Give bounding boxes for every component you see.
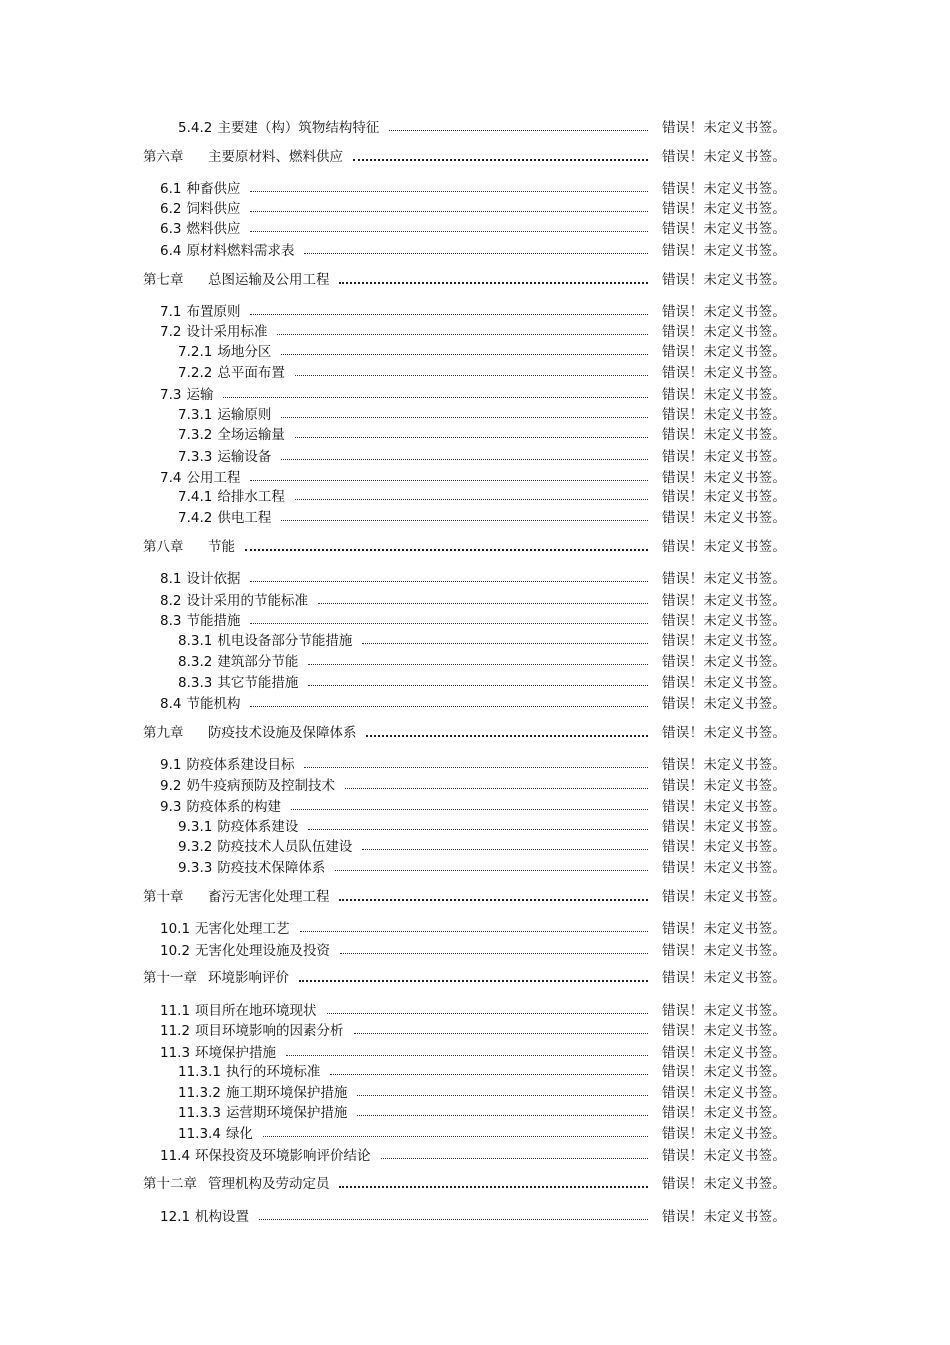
toc-title: 设计依据 — [186, 571, 241, 587]
dot-leader — [362, 845, 648, 850]
dot-leader — [308, 825, 648, 830]
toc-page-reference: 错误！未定义书签。 — [662, 571, 787, 587]
toc-number: 8.3 — [160, 613, 182, 629]
toc-title: 机电设备部分节能措施 — [217, 633, 353, 649]
toc-number: 第九章 — [143, 725, 184, 741]
toc-section-entry[interactable] — [0, 425, 950, 445]
toc-section-entry[interactable] — [0, 1124, 950, 1144]
toc-section-entry[interactable] — [0, 837, 950, 857]
toc-number: 8.4 — [160, 696, 182, 712]
toc-section-entry[interactable] — [0, 405, 950, 425]
dot-leader — [335, 866, 648, 871]
toc-title: 环境影响评价 — [208, 970, 289, 986]
toc-title: 运输 — [186, 387, 214, 403]
dot-leader — [381, 1154, 648, 1159]
toc-page-reference: 错误！未定义书签。 — [662, 778, 787, 794]
toc-number: 第十一章 — [143, 970, 197, 986]
toc-section-entry[interactable] — [0, 673, 950, 693]
toc-title: 设计采用标准 — [186, 324, 268, 340]
toc-title: 无害化处理工艺 — [195, 921, 290, 937]
toc-page-reference: 错误！未定义书签。 — [662, 324, 787, 340]
toc-section-entry[interactable] — [0, 694, 950, 714]
dot-leader — [304, 249, 648, 254]
dot-leader — [340, 949, 648, 954]
dot-leader — [299, 976, 648, 982]
toc-page-reference: 错误！未定义书签。 — [662, 344, 787, 360]
toc-number: 9.3.3 — [178, 860, 213, 876]
toc-chapter-entry[interactable] — [0, 887, 950, 907]
toc-number: 11.1 — [160, 1003, 191, 1019]
toc-number: 8.2 — [160, 593, 182, 609]
toc-title: 机构设置 — [195, 1209, 250, 1225]
toc-number: 9.1 — [160, 757, 182, 773]
toc-title: 公用工程 — [186, 470, 241, 486]
toc-number: 11.3.2 — [178, 1085, 221, 1101]
toc-page-reference: 错误！未定义书签。 — [662, 387, 787, 403]
toc-title: 布置原则 — [186, 304, 241, 320]
dot-leader — [250, 310, 648, 315]
dot-leader — [318, 599, 648, 604]
dot-leader — [263, 1132, 648, 1137]
toc-section-entry[interactable] — [0, 631, 950, 651]
toc-title: 种畜供应 — [186, 181, 241, 197]
toc-number: 7.3.1 — [178, 407, 213, 423]
toc-chapter-entry[interactable] — [0, 968, 950, 988]
toc-number: 第七章 — [143, 272, 184, 288]
toc-number: 11.2 — [160, 1023, 191, 1039]
toc-section-entry[interactable] — [0, 1083, 950, 1103]
toc-title: 燃料供应 — [186, 221, 241, 237]
toc-page-reference: 错误！未定义书签。 — [662, 1085, 787, 1101]
toc-page-reference: 错误！未定义书签。 — [662, 365, 787, 381]
toc-section-entry[interactable] — [0, 199, 950, 219]
toc-section-entry[interactable] — [0, 755, 950, 775]
toc-section-entry[interactable] — [0, 118, 950, 138]
toc-title: 防疫体系建设目标 — [186, 757, 295, 773]
toc-page-reference: 错误！未定义书签。 — [662, 943, 787, 959]
toc-page-reference: 错误！未定义书签。 — [662, 272, 787, 288]
toc-number: 7.2.2 — [178, 365, 213, 381]
toc-number: 9.3.1 — [178, 819, 213, 835]
dot-leader — [250, 619, 648, 624]
toc-number: 11.3.1 — [178, 1064, 221, 1080]
toc-number: 7.4.2 — [178, 510, 213, 526]
toc-section-entry[interactable] — [0, 652, 950, 672]
toc-page-reference: 错误！未定义书签。 — [662, 757, 787, 773]
toc-page-reference: 错误！未定义书签。 — [662, 539, 787, 555]
toc-title: 给排水工程 — [217, 489, 285, 505]
dot-leader — [354, 1029, 648, 1034]
toc-page-reference: 错误！未定义书签。 — [662, 407, 787, 423]
toc-section-entry[interactable] — [0, 302, 950, 322]
dot-leader — [295, 495, 648, 500]
dot-leader — [286, 1051, 648, 1056]
toc-page-reference: 错误！未定义书签。 — [662, 489, 787, 505]
toc-section-entry[interactable] — [0, 1001, 950, 1021]
toc-page-reference: 错误！未定义书签。 — [662, 1064, 787, 1080]
toc-number: 7.3.2 — [178, 427, 213, 443]
toc-chapter-entry[interactable] — [0, 1174, 950, 1194]
toc-number: 11.4 — [160, 1148, 191, 1164]
toc-page-reference: 错误！未定义书签。 — [662, 633, 787, 649]
toc-section-entry[interactable] — [0, 363, 950, 383]
toc-page-reference: 错误！未定义书签。 — [662, 860, 787, 876]
dot-leader — [250, 187, 648, 192]
toc-title: 奶牛疫病预防及控制技术 — [186, 778, 335, 794]
toc-section-entry[interactable] — [0, 342, 950, 362]
toc-section-entry[interactable] — [0, 1062, 950, 1082]
toc-number: 第十二章 — [143, 1176, 197, 1192]
toc-number: 7.4.1 — [178, 489, 213, 505]
toc-number: 9.3.2 — [178, 839, 213, 855]
toc-title: 设计采用的节能标准 — [186, 593, 308, 609]
toc-number: 8.1 — [160, 571, 182, 587]
toc-page-reference: 错误！未定义书签。 — [662, 1126, 787, 1142]
toc-title: 管理机构及劳动定员 — [208, 1176, 330, 1192]
toc-title: 运营期环境保护措施 — [225, 1105, 348, 1121]
toc-title: 防疫体系的构建 — [186, 799, 281, 815]
toc-page-reference: 错误！未定义书签。 — [662, 427, 787, 443]
toc-page-reference: 错误！未定义书签。 — [662, 675, 787, 691]
toc-number: 6.3 — [160, 221, 182, 237]
toc-title: 其它节能措施 — [217, 675, 299, 691]
toc-number: 9.3 — [160, 799, 182, 815]
dot-leader — [327, 1009, 648, 1014]
toc-title: 饲料供应 — [186, 201, 241, 217]
dot-leader — [295, 433, 648, 438]
toc-number: 10.2 — [160, 943, 191, 959]
toc-section-entry[interactable] — [0, 179, 950, 199]
toc-title: 施工期环境保护措施 — [225, 1085, 348, 1101]
toc-chapter-entry[interactable] — [0, 270, 950, 290]
dot-leader — [339, 895, 648, 901]
dot-leader — [277, 330, 648, 335]
toc-title: 防疫技术保障体系 — [217, 860, 326, 876]
dot-leader — [389, 126, 648, 131]
toc-title: 原材料燃料需求表 — [186, 243, 295, 259]
toc-page-reference: 错误！未定义书签。 — [662, 725, 787, 741]
dot-leader — [304, 763, 648, 768]
toc-number: 7.1 — [160, 304, 182, 320]
dot-leader — [366, 731, 648, 737]
toc-page-reference: 错误！未定义书签。 — [662, 1209, 787, 1225]
toc-number: 8.3.2 — [178, 654, 213, 670]
toc-title: 节能机构 — [186, 696, 241, 712]
toc-title: 节能措施 — [186, 613, 241, 629]
toc-title: 总图运输及公用工程 — [208, 272, 330, 288]
dot-leader — [281, 516, 648, 521]
toc-page-reference: 错误！未定义书签。 — [662, 1105, 787, 1121]
dot-leader — [339, 1182, 648, 1188]
dot-leader — [345, 784, 648, 789]
toc-page-reference: 错误！未定义书签。 — [662, 149, 787, 165]
toc-chapter-entry[interactable] — [0, 537, 950, 557]
dot-leader — [308, 660, 648, 665]
toc-section-entry[interactable] — [0, 858, 950, 878]
toc-title: 无害化处理设施及投资 — [195, 943, 331, 959]
toc-number: 9.2 — [160, 778, 182, 794]
toc-page-reference: 错误！未定义书签。 — [662, 181, 787, 197]
toc-section-entry[interactable] — [0, 611, 950, 631]
dot-leader — [357, 1111, 648, 1116]
toc-section-entry[interactable] — [0, 322, 950, 342]
toc-title: 项目所在地环境现状 — [195, 1003, 317, 1019]
toc-number: 第八章 — [143, 539, 184, 555]
dot-leader — [250, 577, 648, 582]
toc-page-reference: 错误！未定义书签。 — [662, 921, 787, 937]
dot-leader — [353, 155, 648, 161]
toc-title: 防疫技术设施及保障体系 — [208, 725, 357, 741]
toc-section-entry[interactable] — [0, 817, 950, 837]
toc-title: 运输原则 — [217, 407, 272, 423]
toc-page-reference: 错误！未定义书签。 — [662, 1148, 787, 1164]
toc-section-entry[interactable] — [0, 797, 950, 817]
toc-title: 防疫技术人员队伍建设 — [217, 839, 353, 855]
toc-page-reference: 错误！未定义书签。 — [662, 470, 787, 486]
toc-number: 6.2 — [160, 201, 182, 217]
toc-page-reference: 错误！未定义书签。 — [662, 1023, 787, 1039]
toc-page-reference: 错误！未定义书签。 — [662, 970, 787, 986]
dot-leader — [339, 278, 648, 284]
toc-title: 总平面布置 — [217, 365, 285, 381]
toc-title: 执行的环境标准 — [225, 1064, 321, 1080]
toc-title: 绿化 — [225, 1126, 253, 1142]
toc-page-reference: 错误！未定义书签。 — [662, 799, 787, 815]
dot-leader — [291, 805, 648, 810]
toc-section-entry[interactable] — [0, 569, 950, 589]
toc-number: 12.1 — [160, 1209, 191, 1225]
dot-leader — [259, 1215, 648, 1220]
dot-leader — [281, 413, 648, 418]
toc-page-reference: 错误！未定义书签。 — [662, 243, 787, 259]
toc-page-reference: 错误！未定义书签。 — [662, 304, 787, 320]
dot-leader — [223, 393, 648, 398]
toc-page-reference: 错误！未定义书签。 — [662, 839, 787, 855]
toc-number: 第十章 — [143, 889, 184, 905]
toc-section-entry[interactable] — [0, 941, 950, 961]
toc-number: 5.4.2 — [178, 120, 213, 136]
dot-leader — [295, 371, 648, 376]
toc-page-reference: 错误！未定义书签。 — [662, 654, 787, 670]
toc-page-reference: 错误！未定义书签。 — [662, 449, 787, 465]
toc-title: 主要建（构）筑物结构特征 — [217, 120, 380, 136]
toc-section-entry[interactable] — [0, 1103, 950, 1123]
toc-page-reference: 错误！未定义书签。 — [662, 120, 787, 136]
toc-section-entry[interactable] — [0, 385, 950, 405]
toc-page-reference: 错误！未定义书签。 — [662, 510, 787, 526]
toc-chapter-entry[interactable] — [0, 723, 950, 743]
toc-title: 主要原材料、燃料供应 — [208, 149, 343, 165]
toc-number: 7.2 — [160, 324, 182, 340]
toc-number: 6.4 — [160, 243, 182, 259]
toc-number: 7.4 — [160, 470, 182, 486]
toc-title: 供电工程 — [217, 510, 272, 526]
toc-page-reference: 错误！未定义书签。 — [662, 593, 787, 609]
toc-title: 节能 — [208, 539, 235, 555]
dot-leader — [330, 1070, 648, 1075]
toc-title: 畜污无害化处理工程 — [208, 889, 330, 905]
dot-leader — [308, 681, 648, 686]
dot-leader — [250, 476, 648, 481]
toc-section-entry[interactable] — [0, 919, 950, 939]
toc-number: 7.2.1 — [178, 344, 213, 360]
toc-page-reference: 错误！未定义书签。 — [662, 696, 787, 712]
toc-title: 运输设备 — [217, 449, 272, 465]
toc-title: 环境保护措施 — [195, 1045, 277, 1061]
toc-section-entry[interactable] — [0, 1146, 950, 1166]
toc-page-reference: 错误！未定义书签。 — [662, 613, 787, 629]
toc-section-entry[interactable] — [0, 219, 950, 239]
dot-leader — [281, 350, 648, 355]
toc-page-reference: 错误！未定义书签。 — [662, 1176, 787, 1192]
toc-number: 7.3.3 — [178, 449, 213, 465]
toc-section-entry[interactable] — [0, 1043, 950, 1063]
toc-title: 场地分区 — [217, 344, 272, 360]
dot-leader — [250, 207, 648, 212]
dot-leader — [300, 927, 648, 932]
toc-number: 11.3.3 — [178, 1105, 221, 1121]
toc-title: 防疫体系建设 — [217, 819, 299, 835]
toc-number: 11.3 — [160, 1045, 191, 1061]
toc-number: 7.3 — [160, 387, 182, 403]
dot-leader — [357, 1091, 648, 1096]
toc-page-reference: 错误！未定义书签。 — [662, 1045, 787, 1061]
toc-number: 10.1 — [160, 921, 191, 937]
toc-chapter-entry[interactable] — [0, 147, 950, 167]
dot-leader — [250, 227, 648, 232]
toc-section-entry[interactable] — [0, 447, 950, 467]
toc-page-reference: 错误！未定义书签。 — [662, 889, 787, 905]
toc-number: 6.1 — [160, 181, 182, 197]
toc-title: 建筑部分节能 — [217, 654, 299, 670]
toc-page-reference: 错误！未定义书签。 — [662, 201, 787, 217]
dot-leader — [281, 455, 648, 460]
toc-section-entry[interactable] — [0, 1021, 950, 1041]
toc-section-entry[interactable] — [0, 508, 950, 528]
toc-number: 8.3.1 — [178, 633, 213, 649]
toc-section-entry[interactable] — [0, 487, 950, 507]
toc-section-entry[interactable] — [0, 776, 950, 796]
toc-number: 11.3.4 — [178, 1126, 221, 1142]
dot-leader — [362, 639, 648, 644]
toc-section-entry[interactable] — [0, 241, 950, 261]
toc-page-reference: 错误！未定义书签。 — [662, 221, 787, 237]
toc-page-reference: 错误！未定义书签。 — [662, 819, 787, 835]
dot-leader — [250, 702, 648, 707]
dot-leader — [245, 545, 648, 551]
toc-section-entry[interactable] — [0, 468, 950, 488]
toc-section-entry[interactable] — [0, 591, 950, 611]
toc-title: 环保投资及环境影响评价结论 — [195, 1148, 371, 1164]
toc-number: 8.3.3 — [178, 675, 213, 691]
toc-number: 第六章 — [143, 149, 184, 165]
toc-title: 项目环境影响的因素分析 — [195, 1023, 344, 1039]
toc-page-reference: 错误！未定义书签。 — [662, 1003, 787, 1019]
toc-section-entry[interactable] — [0, 1207, 950, 1227]
toc-title: 全场运输量 — [217, 427, 285, 443]
